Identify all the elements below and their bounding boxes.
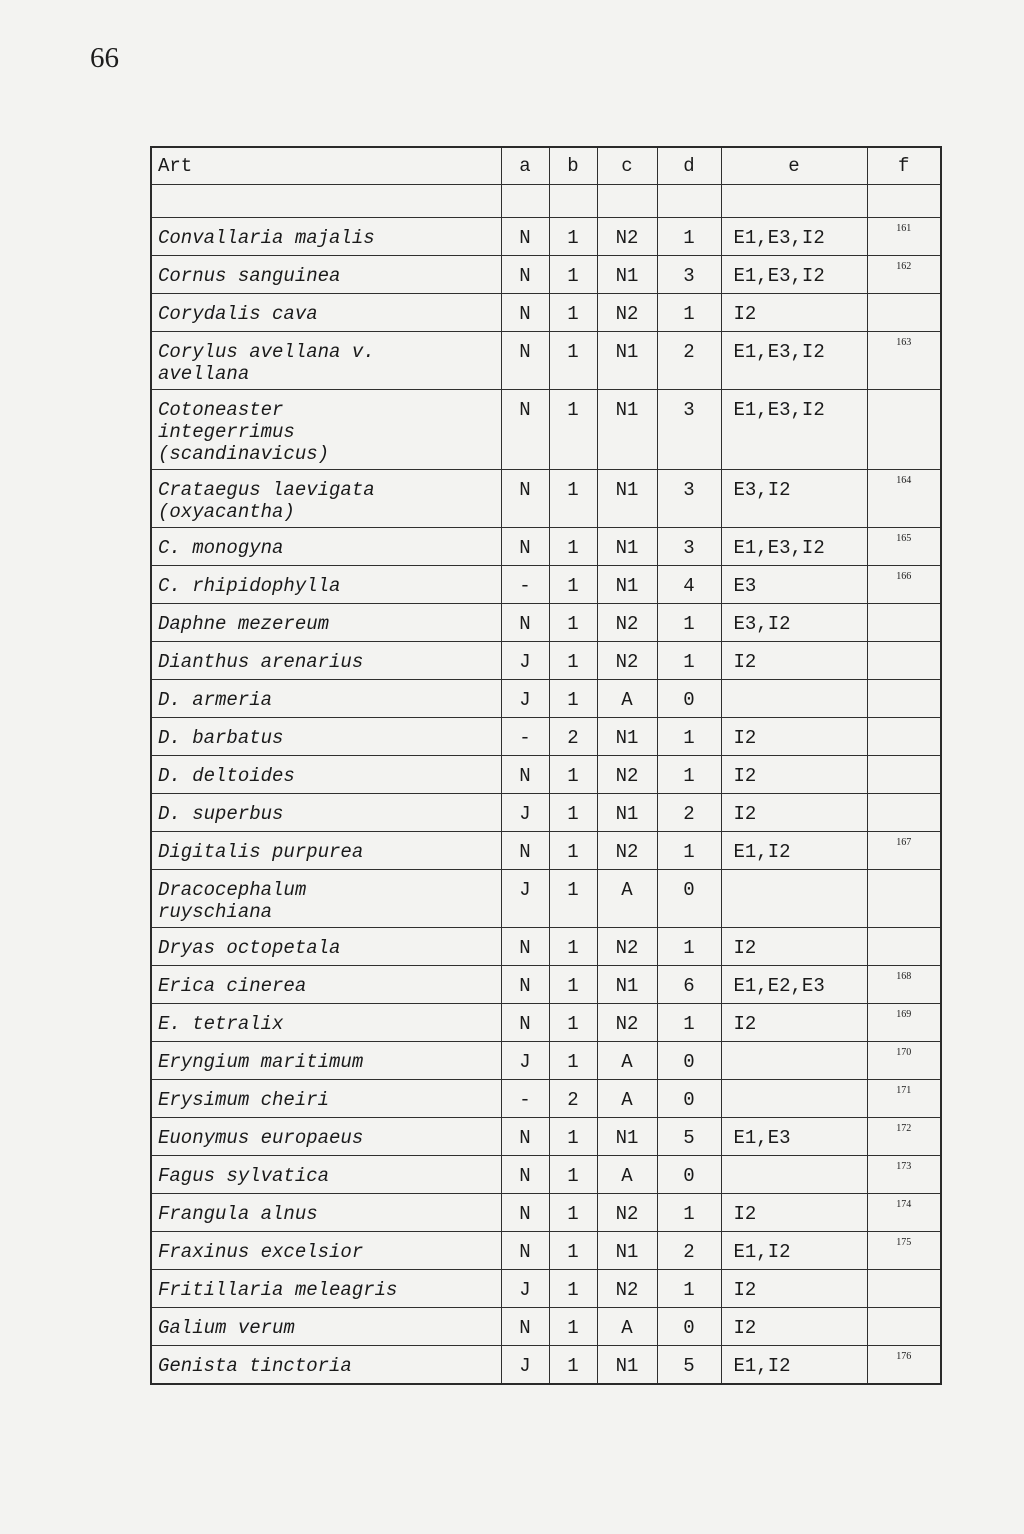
cell-e: E1,E3,I2 — [721, 528, 867, 566]
cell-f — [867, 642, 941, 680]
cell-d: 1 — [657, 1270, 721, 1308]
cell-b: 1 — [549, 642, 597, 680]
cell-a: J — [501, 1346, 549, 1385]
cell-b: 1 — [549, 332, 597, 390]
cell-art: Dryas octopetala — [151, 928, 501, 966]
cell-b: 1 — [549, 1270, 597, 1308]
cell-b: 1 — [549, 1194, 597, 1232]
cell-e: E1,E3,I2 — [721, 256, 867, 294]
cell-b: 1 — [549, 1118, 597, 1156]
table-body — [151, 185, 941, 1385]
cell-f — [867, 928, 941, 966]
cell-d: 1 — [657, 756, 721, 794]
cell-art: Corylus avellana v. avellana — [151, 332, 501, 390]
cell-f: 163 — [867, 332, 941, 390]
table-row — [151, 680, 941, 718]
cell-f: 171 — [867, 1080, 941, 1118]
cell-f: 164 — [867, 470, 941, 528]
cell-e: I2 — [721, 756, 867, 794]
cell-art: Euonymus europaeus — [151, 1118, 501, 1156]
cell-c: N2 — [597, 604, 657, 642]
cell-f — [867, 718, 941, 756]
table-row — [151, 528, 941, 566]
table-row — [151, 718, 941, 756]
cell-a: N — [501, 1194, 549, 1232]
cell-a: J — [501, 642, 549, 680]
cell-f — [867, 870, 941, 928]
cell-e: I2 — [721, 1308, 867, 1346]
cell-a: J — [501, 794, 549, 832]
table-row — [151, 794, 941, 832]
cell-a: N — [501, 928, 549, 966]
cell-e: E1,I2 — [721, 1346, 867, 1385]
cell-a: - — [501, 566, 549, 604]
cell-art: D. barbatus — [151, 718, 501, 756]
table-row — [151, 832, 941, 870]
cell-f — [867, 390, 941, 470]
cell-c: N2 — [597, 1270, 657, 1308]
cell-d: 2 — [657, 794, 721, 832]
cell-e — [721, 1156, 867, 1194]
cell-d: 1 — [657, 832, 721, 870]
cell-b: 2 — [549, 718, 597, 756]
cell-b: 1 — [549, 832, 597, 870]
cell-e: I2 — [721, 928, 867, 966]
cell-art: Crataegus laevigata (oxyacantha) — [151, 470, 501, 528]
cell-b: 1 — [549, 1308, 597, 1346]
cell-c: N2 — [597, 1194, 657, 1232]
cell-e: E1,E3,I2 — [721, 332, 867, 390]
cell-d: 0 — [657, 680, 721, 718]
cell-art: E. tetralix — [151, 1004, 501, 1042]
cell-c: N2 — [597, 1004, 657, 1042]
cell-d: 2 — [657, 1232, 721, 1270]
cell-c: N1 — [597, 470, 657, 528]
cell-d: 0 — [657, 870, 721, 928]
cell-b: 1 — [549, 1346, 597, 1385]
cell-art: Genista tinctoria — [151, 1346, 501, 1385]
cell-b: 1 — [549, 928, 597, 966]
cell-b: 1 — [549, 870, 597, 928]
cell-b: 1 — [549, 218, 597, 256]
header-row — [151, 147, 941, 185]
cell-f: 169 — [867, 1004, 941, 1042]
cell-a: N — [501, 528, 549, 566]
header-e: e — [721, 147, 867, 185]
table-row — [151, 1156, 941, 1194]
cell-c: A — [597, 870, 657, 928]
cell-c: A — [597, 1080, 657, 1118]
cell-art: Convallaria majalis — [151, 218, 501, 256]
cell-b: 1 — [549, 1004, 597, 1042]
cell-c: N1 — [597, 966, 657, 1004]
cell-a: N — [501, 332, 549, 390]
cell-a: N — [501, 294, 549, 332]
cell-e: I2 — [721, 1004, 867, 1042]
cell-b: 1 — [549, 1232, 597, 1270]
table-row — [151, 1118, 941, 1156]
cell-b: 1 — [549, 1156, 597, 1194]
cell-b: 2 — [549, 1080, 597, 1118]
cell-e — [721, 680, 867, 718]
cell-art: Erica cinerea — [151, 966, 501, 1004]
table-row — [151, 1004, 941, 1042]
cell-e: I2 — [721, 718, 867, 756]
cell-d: 1 — [657, 718, 721, 756]
cell-b: 1 — [549, 470, 597, 528]
cell-art: Fritillaria meleagris — [151, 1270, 501, 1308]
cell-d: 2 — [657, 332, 721, 390]
page-number: 66 — [90, 42, 119, 74]
cell-art: Frangula alnus — [151, 1194, 501, 1232]
cell-f: 174 — [867, 1194, 941, 1232]
cell-e: I2 — [721, 294, 867, 332]
table-row — [151, 604, 941, 642]
cell-f — [867, 294, 941, 332]
cell-f: 166 — [867, 566, 941, 604]
cell-d: 1 — [657, 218, 721, 256]
cell-d: 1 — [657, 604, 721, 642]
cell-c: N1 — [597, 794, 657, 832]
table-row — [151, 870, 941, 928]
cell-b: 1 — [549, 966, 597, 1004]
header-a: a — [501, 147, 549, 185]
cell-d: 3 — [657, 470, 721, 528]
cell-e: I2 — [721, 1194, 867, 1232]
cell-a: N — [501, 1156, 549, 1194]
cell-art: Digitalis purpurea — [151, 832, 501, 870]
cell-f: 176 — [867, 1346, 941, 1385]
cell-e: E3,I2 — [721, 470, 867, 528]
cell-f: 170 — [867, 1042, 941, 1080]
cell-e: E1,I2 — [721, 832, 867, 870]
cell-b: 1 — [549, 528, 597, 566]
cell-e: I2 — [721, 642, 867, 680]
cell-b: 1 — [549, 390, 597, 470]
cell-e: E1,E3,I2 — [721, 390, 867, 470]
cell-a: J — [501, 680, 549, 718]
table-row — [151, 756, 941, 794]
cell-c: N2 — [597, 218, 657, 256]
cell-a: N — [501, 1118, 549, 1156]
cell-e: E1,E2,E3 — [721, 966, 867, 1004]
cell-b: 1 — [549, 1042, 597, 1080]
cell-a: N — [501, 1308, 549, 1346]
cell-f: 162 — [867, 256, 941, 294]
cell-e: E1,E3 — [721, 1118, 867, 1156]
cell-art: Eryngium maritimum — [151, 1042, 501, 1080]
cell-d: 0 — [657, 1042, 721, 1080]
cell-d: 3 — [657, 528, 721, 566]
cell-d: 3 — [657, 256, 721, 294]
cell-art: Cotoneaster integerrimus (scandinavicus) — [151, 390, 501, 470]
cell-a: N — [501, 470, 549, 528]
cell-c: N1 — [597, 566, 657, 604]
cell-f: 165 — [867, 528, 941, 566]
cell-art: D. deltoides — [151, 756, 501, 794]
cell-a: J — [501, 1042, 549, 1080]
cell-a: N — [501, 832, 549, 870]
cell-f — [867, 1270, 941, 1308]
cell-c: A — [597, 680, 657, 718]
header-art: Art — [151, 147, 501, 185]
table-row — [151, 1270, 941, 1308]
cell-c: N2 — [597, 928, 657, 966]
cell-d: 1 — [657, 928, 721, 966]
cell-b: 1 — [549, 604, 597, 642]
table-row — [151, 966, 941, 1004]
cell-c: N1 — [597, 1232, 657, 1270]
cell-d: 5 — [657, 1346, 721, 1385]
cell-e: E3,I2 — [721, 604, 867, 642]
cell-c: N1 — [597, 390, 657, 470]
cell-art: Erysimum cheiri — [151, 1080, 501, 1118]
cell-art: D. superbus — [151, 794, 501, 832]
cell-art: D. armeria — [151, 680, 501, 718]
table-row — [151, 566, 941, 604]
cell-a: N — [501, 256, 549, 294]
cell-d: 4 — [657, 566, 721, 604]
table-row — [151, 470, 941, 528]
cell-c: N2 — [597, 642, 657, 680]
cell-e — [721, 1080, 867, 1118]
cell-art: Daphne mezereum — [151, 604, 501, 642]
cell-a: J — [501, 1270, 549, 1308]
cell-c: A — [597, 1156, 657, 1194]
cell-f — [867, 794, 941, 832]
cell-e — [721, 1042, 867, 1080]
cell-f — [867, 756, 941, 794]
cell-e: I2 — [721, 1270, 867, 1308]
cell-c: A — [597, 1042, 657, 1080]
table-row — [151, 1232, 941, 1270]
table-row — [151, 1042, 941, 1080]
cell-art: Corydalis cava — [151, 294, 501, 332]
cell-a: N — [501, 390, 549, 470]
header-b: b — [549, 147, 597, 185]
cell-e: E1,I2 — [721, 1232, 867, 1270]
cell-d: 0 — [657, 1156, 721, 1194]
cell-c: N2 — [597, 294, 657, 332]
cell-art: Cornus sanguinea — [151, 256, 501, 294]
cell-art: C. monogyna — [151, 528, 501, 566]
cell-a: N — [501, 218, 549, 256]
table-row — [151, 390, 941, 470]
cell-d: 5 — [657, 1118, 721, 1156]
cell-c: A — [597, 1308, 657, 1346]
cell-b: 1 — [549, 256, 597, 294]
table-row — [151, 1346, 941, 1385]
cell-art: Fraxinus excelsior — [151, 1232, 501, 1270]
header-c: c — [597, 147, 657, 185]
cell-f: 161 — [867, 218, 941, 256]
cell-f — [867, 1308, 941, 1346]
cell-a: N — [501, 604, 549, 642]
cell-art: Galium verum — [151, 1308, 501, 1346]
table-row — [151, 642, 941, 680]
cell-a: N — [501, 756, 549, 794]
cell-f — [867, 604, 941, 642]
cell-f: 167 — [867, 832, 941, 870]
cell-f — [867, 680, 941, 718]
cell-d: 0 — [657, 1080, 721, 1118]
cell-a: - — [501, 1080, 549, 1118]
cell-d: 1 — [657, 1004, 721, 1042]
cell-art: Fagus sylvatica — [151, 1156, 501, 1194]
cell-d: 3 — [657, 390, 721, 470]
table-row — [151, 218, 941, 256]
table-row — [151, 332, 941, 390]
cell-d: 6 — [657, 966, 721, 1004]
cell-b: 1 — [549, 680, 597, 718]
header-f: f — [867, 147, 941, 185]
table-row — [151, 1194, 941, 1232]
cell-c: N2 — [597, 756, 657, 794]
cell-art: C. rhipidophylla — [151, 566, 501, 604]
cell-art: Dianthus arenarius — [151, 642, 501, 680]
cell-e: E3 — [721, 566, 867, 604]
cell-d: 0 — [657, 1308, 721, 1346]
cell-b: 1 — [549, 566, 597, 604]
cell-d: 1 — [657, 294, 721, 332]
cell-f: 173 — [867, 1156, 941, 1194]
cell-b: 1 — [549, 294, 597, 332]
cell-a: N — [501, 966, 549, 1004]
cell-f: 172 — [867, 1118, 941, 1156]
cell-c: N1 — [597, 718, 657, 756]
cell-d: 1 — [657, 642, 721, 680]
cell-c: N1 — [597, 1346, 657, 1385]
header-d: d — [657, 147, 721, 185]
cell-a: J — [501, 870, 549, 928]
table-row — [151, 294, 941, 332]
cell-e — [721, 870, 867, 928]
cell-c: N2 — [597, 832, 657, 870]
table-row — [151, 1080, 941, 1118]
cell-c: N1 — [597, 528, 657, 566]
cell-a: N — [501, 1004, 549, 1042]
cell-d: 1 — [657, 1194, 721, 1232]
cell-e: E1,E3,I2 — [721, 218, 867, 256]
cell-a: N — [501, 1232, 549, 1270]
cell-f: 168 — [867, 966, 941, 1004]
cell-art: Dracocephalum ruyschiana — [151, 870, 501, 928]
cell-f: 175 — [867, 1232, 941, 1270]
cell-c: N1 — [597, 332, 657, 390]
cell-c: N1 — [597, 256, 657, 294]
cell-e: I2 — [721, 794, 867, 832]
table-row — [151, 1308, 941, 1346]
cell-b: 1 — [549, 756, 597, 794]
cell-b: 1 — [549, 794, 597, 832]
cell-c: N1 — [597, 1118, 657, 1156]
cell-a: - — [501, 718, 549, 756]
species-table — [150, 146, 942, 1385]
spacer-row — [151, 185, 941, 218]
table-row — [151, 928, 941, 966]
table-row — [151, 256, 941, 294]
